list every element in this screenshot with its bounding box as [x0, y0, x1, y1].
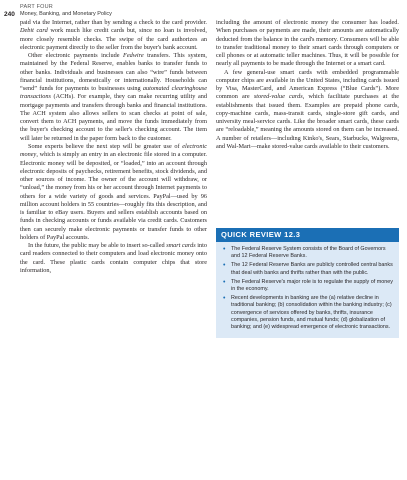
paragraph: including the amount of electronic money the consumer has loaded. When purchases or payments are made, their amounts are automatically deducted from the balance in the card's memory. Consumers will be able to transfer traditional money to their smart cards through computers or cell phones or at automatic teller machines. Thus, it will be possible for nearly all payments to be made through the Internet or a smart card. — [216, 19, 399, 68]
running-head-part: PART FOUR — [20, 4, 53, 10]
paragraph: Other electronic payments include Fedwire transfers. This system, maintained by the Federal Reserve, enables banks to transfer funds to other banks. Individuals and businesses can also “wire” funds between financial institutions, domestically or internationally. Households can “send” funds for payments to businesses using automated clearinghouse transactions (ACHs). For example, they can make recurring utility and mortgage payments and transfers through banks and financial institutions. The ACH system also allows sellers to scan checks at point of sale, convert them to ACH payments, and move the funds immediately from the buyer's checking account to the seller's checking account. The item will later be returned in the paper form back to the customer. — [20, 52, 208, 142]
paragraph: paid via the Internet, rather than by sending a check to the card provider. Debit card work much like credit cards but, since no loan is involved, more closely resemble checks. The swipe of the card authorizes an electronic payment directly to the seller from the buyer's bank account. — [20, 19, 207, 51]
quick-review-item: • Recent developments in banking are the (a) relative decline in traditional banking; (b) consolidation within the banking industry; (c) convergence of services offered by banks, thrifts, insurance companies, pension funds, and mutual funds; (d) globalization of banking; and (e) widespread emergence of electronic transactions. — [222, 295, 394, 331]
paragraph: Some experts believe the next step will be greater use of electronic money, which is simply an entry in an electronic file stored in a computer. Electronic money will be deposited, or “loaded,” into an account through electronic deposits of paychecks, retirement benefits, stock dividends, and other sources of income. The owner of the account will withdraw, or “unload,” the money from his or her account through Internet payments to others for a wide variety of goods and services. PayPal—used by 96 million account holders in 55 countries—roughly fits this description, and is familiar to eBay users. Buyers and sellers establish accounts based on funds in checking accounts or funds available via credit cards. Customers then can securely make electronic payments or transfer funds to other holders of PayPal accounts. — [20, 142, 207, 241]
quick-review-box — [216, 228, 399, 338]
right-column — [216, 19, 399, 151]
quick-review-body — [216, 242, 399, 338]
running-head-title: Money, Banking, and Monetary Policy — [20, 11, 112, 17]
quick-review-list — [222, 246, 394, 331]
paragraph: In the future, the public may be able to insert so-called smart cards into card readers connected to their computers and load electronic money onto the card. These plastic cards contain computer chips that store information, — [20, 242, 207, 274]
page-number: 240 — [4, 11, 15, 18]
left-column — [20, 19, 207, 275]
key-term: electronic money — [20, 142, 207, 159]
key-term: Fedwire — [123, 52, 144, 60]
key-term: automated clearinghouse transactions — [20, 85, 208, 101]
quick-review-item: • The 12 Federal Reserve Banks are publicly controlled central banks that deal with banks and thrifts rather than with the public. — [222, 262, 394, 276]
key-term: smart cards — [166, 242, 196, 250]
quick-review-item: • The Federal Reserve System consists of the Board of Governors and 12 Federal Reserve Banks. — [222, 246, 394, 260]
quick-review-item: • The Federal Reserve's major role is to regulate the supply of money in the economy. — [222, 279, 394, 293]
quick-review-title: QUICK REVIEW 12.3 — [216, 228, 399, 242]
key-term: Debit card — [20, 27, 48, 35]
key-term: stored-value cards — [253, 93, 303, 101]
paragraph: A few general-use smart cards with embedded programmable computer chips are available in the United States, including cards issued by Visa, MasterCard, and American Express (“Blue Cards”). More common are stored-value cards, which facilitate purchases at the establishments that issued them. Examples are prepaid phone cards, copy-machine cards, mass-transit cards, single-store gift cards, and university meal-service cards. Like the broader smart cards, these cards are “reloadable,” meaning the amounts stored on them can be increased. A number of retailers—including Kinko's, Sears, Starbucks, Walgreens, and Wal-Mart—make stored-value cards available to their customers. — [216, 68, 399, 150]
